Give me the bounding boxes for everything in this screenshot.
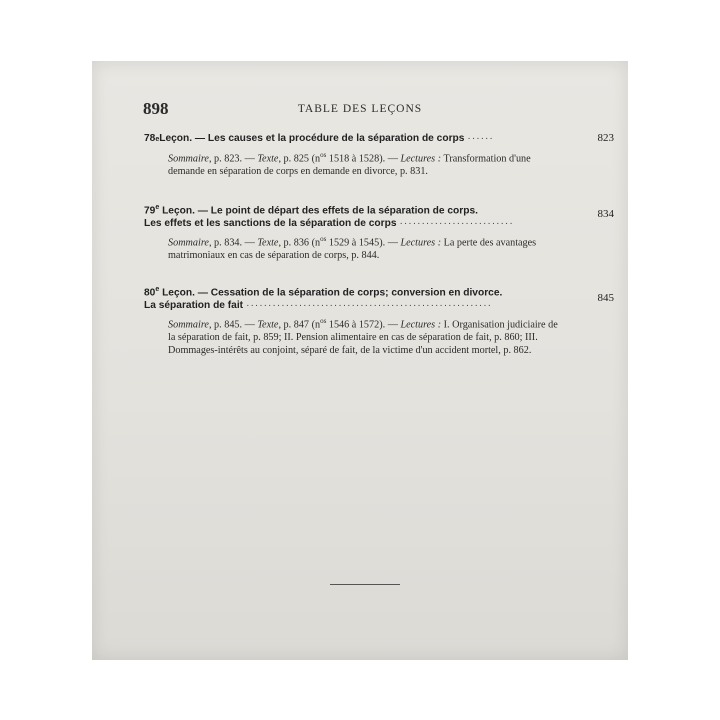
summary-label: Sommaire xyxy=(168,153,209,165)
texte-label: Texte xyxy=(257,237,279,249)
lesson-79-heading xyxy=(144,201,614,230)
lesson-79-page-ref: 834 xyxy=(597,208,614,220)
nos-sup: os xyxy=(320,317,327,326)
lesson-80-leader: ························································ xyxy=(246,300,493,312)
texte-label: Texte xyxy=(257,319,279,331)
lesson-79-title-2: Les effets et les sanctions de la séparation de corps xyxy=(144,218,397,230)
lesson-80-page-ref: 845 xyxy=(597,292,614,304)
lesson-80-heading-line2 xyxy=(144,299,544,312)
lectures-label: Lectures : xyxy=(400,237,442,249)
lesson-79-sup: e xyxy=(155,204,160,211)
nos-sup: os xyxy=(320,235,327,244)
summary-page: , p. 823. — xyxy=(208,153,258,165)
summary-label: Sommaire xyxy=(168,237,209,249)
lesson-79-leader: ·························· xyxy=(399,218,514,230)
lesson-80-heading-line1 xyxy=(144,283,614,299)
lesson-79-summary xyxy=(168,233,563,262)
lesson-78-summary xyxy=(168,149,563,178)
texte-range: 1546 à 1572). — xyxy=(326,319,401,331)
lectures-label: Lectures : xyxy=(400,153,442,165)
lesson-79-heading-line1 xyxy=(144,201,614,217)
lectures-label: Lectures : xyxy=(400,319,442,331)
nos-sup: os xyxy=(320,151,327,159)
lesson-78-title: Leçon. — Les causes et la procédure de la séparation de corps xyxy=(159,133,465,144)
lesson-80-summary xyxy=(168,315,563,357)
texte-ref: , p. 847 (n xyxy=(278,319,321,331)
lesson-78-sup: e xyxy=(155,136,160,143)
texte-range: 1518 à 1528). — xyxy=(326,153,401,165)
texte-range: 1529 à 1545). — xyxy=(326,237,401,249)
lesson-80-number: 80 xyxy=(144,287,156,299)
lesson-78-page-ref: 823 xyxy=(597,132,614,144)
summary-label: Sommaire xyxy=(168,319,209,331)
lesson-79-number: 79 xyxy=(144,205,156,217)
running-title: TABLE DES LEÇONS xyxy=(297,103,423,115)
lesson-78-leader: ······ xyxy=(467,133,494,144)
lectures-body: I. Organisation judiciaire de la séparation de fait, p. 859; II. Pension alimentaire en cas de séparation de fait, p. 860; III. Dommages-intérêts au conjoint, séparé de fait, de la victime d'un accident mortel, p. 862. xyxy=(168,319,558,356)
lesson-80-heading xyxy=(144,283,614,312)
lesson-80-sup: e xyxy=(155,286,160,293)
texte-ref: , p. 825 (n xyxy=(278,153,321,165)
summary-page: , p. 845. — xyxy=(208,319,258,331)
lesson-79-title-1: Leçon. — Le point de départ des effets de la séparation de corps. xyxy=(159,205,478,217)
page-number: 898 xyxy=(143,99,169,118)
texte-label: Texte xyxy=(257,153,279,165)
lesson-80-title-2: La séparation de fait xyxy=(144,300,244,312)
lesson-78-number: 78 xyxy=(144,133,156,144)
lesson-80-title-1: Leçon. — Cessation de la séparation de corps; conversion en divorce. xyxy=(159,287,503,299)
lesson-78 xyxy=(144,132,614,178)
lesson-78-heading xyxy=(144,132,614,146)
lesson-80 xyxy=(144,283,614,357)
texte-ref: , p. 836 (n xyxy=(278,237,321,249)
lectures-body: Transformation d'une demande en séparation de corps en demande en divorce, p. 831. xyxy=(168,153,531,177)
lectures-body: La perte des avantages matrimoniaux en cas de séparation de corps, p. 844. xyxy=(168,237,537,262)
lesson-79 xyxy=(144,201,614,263)
book-page xyxy=(92,61,628,660)
end-divider xyxy=(330,584,400,585)
summary-page: , p. 834. — xyxy=(208,237,258,249)
lesson-79-heading-line2 xyxy=(144,217,544,230)
